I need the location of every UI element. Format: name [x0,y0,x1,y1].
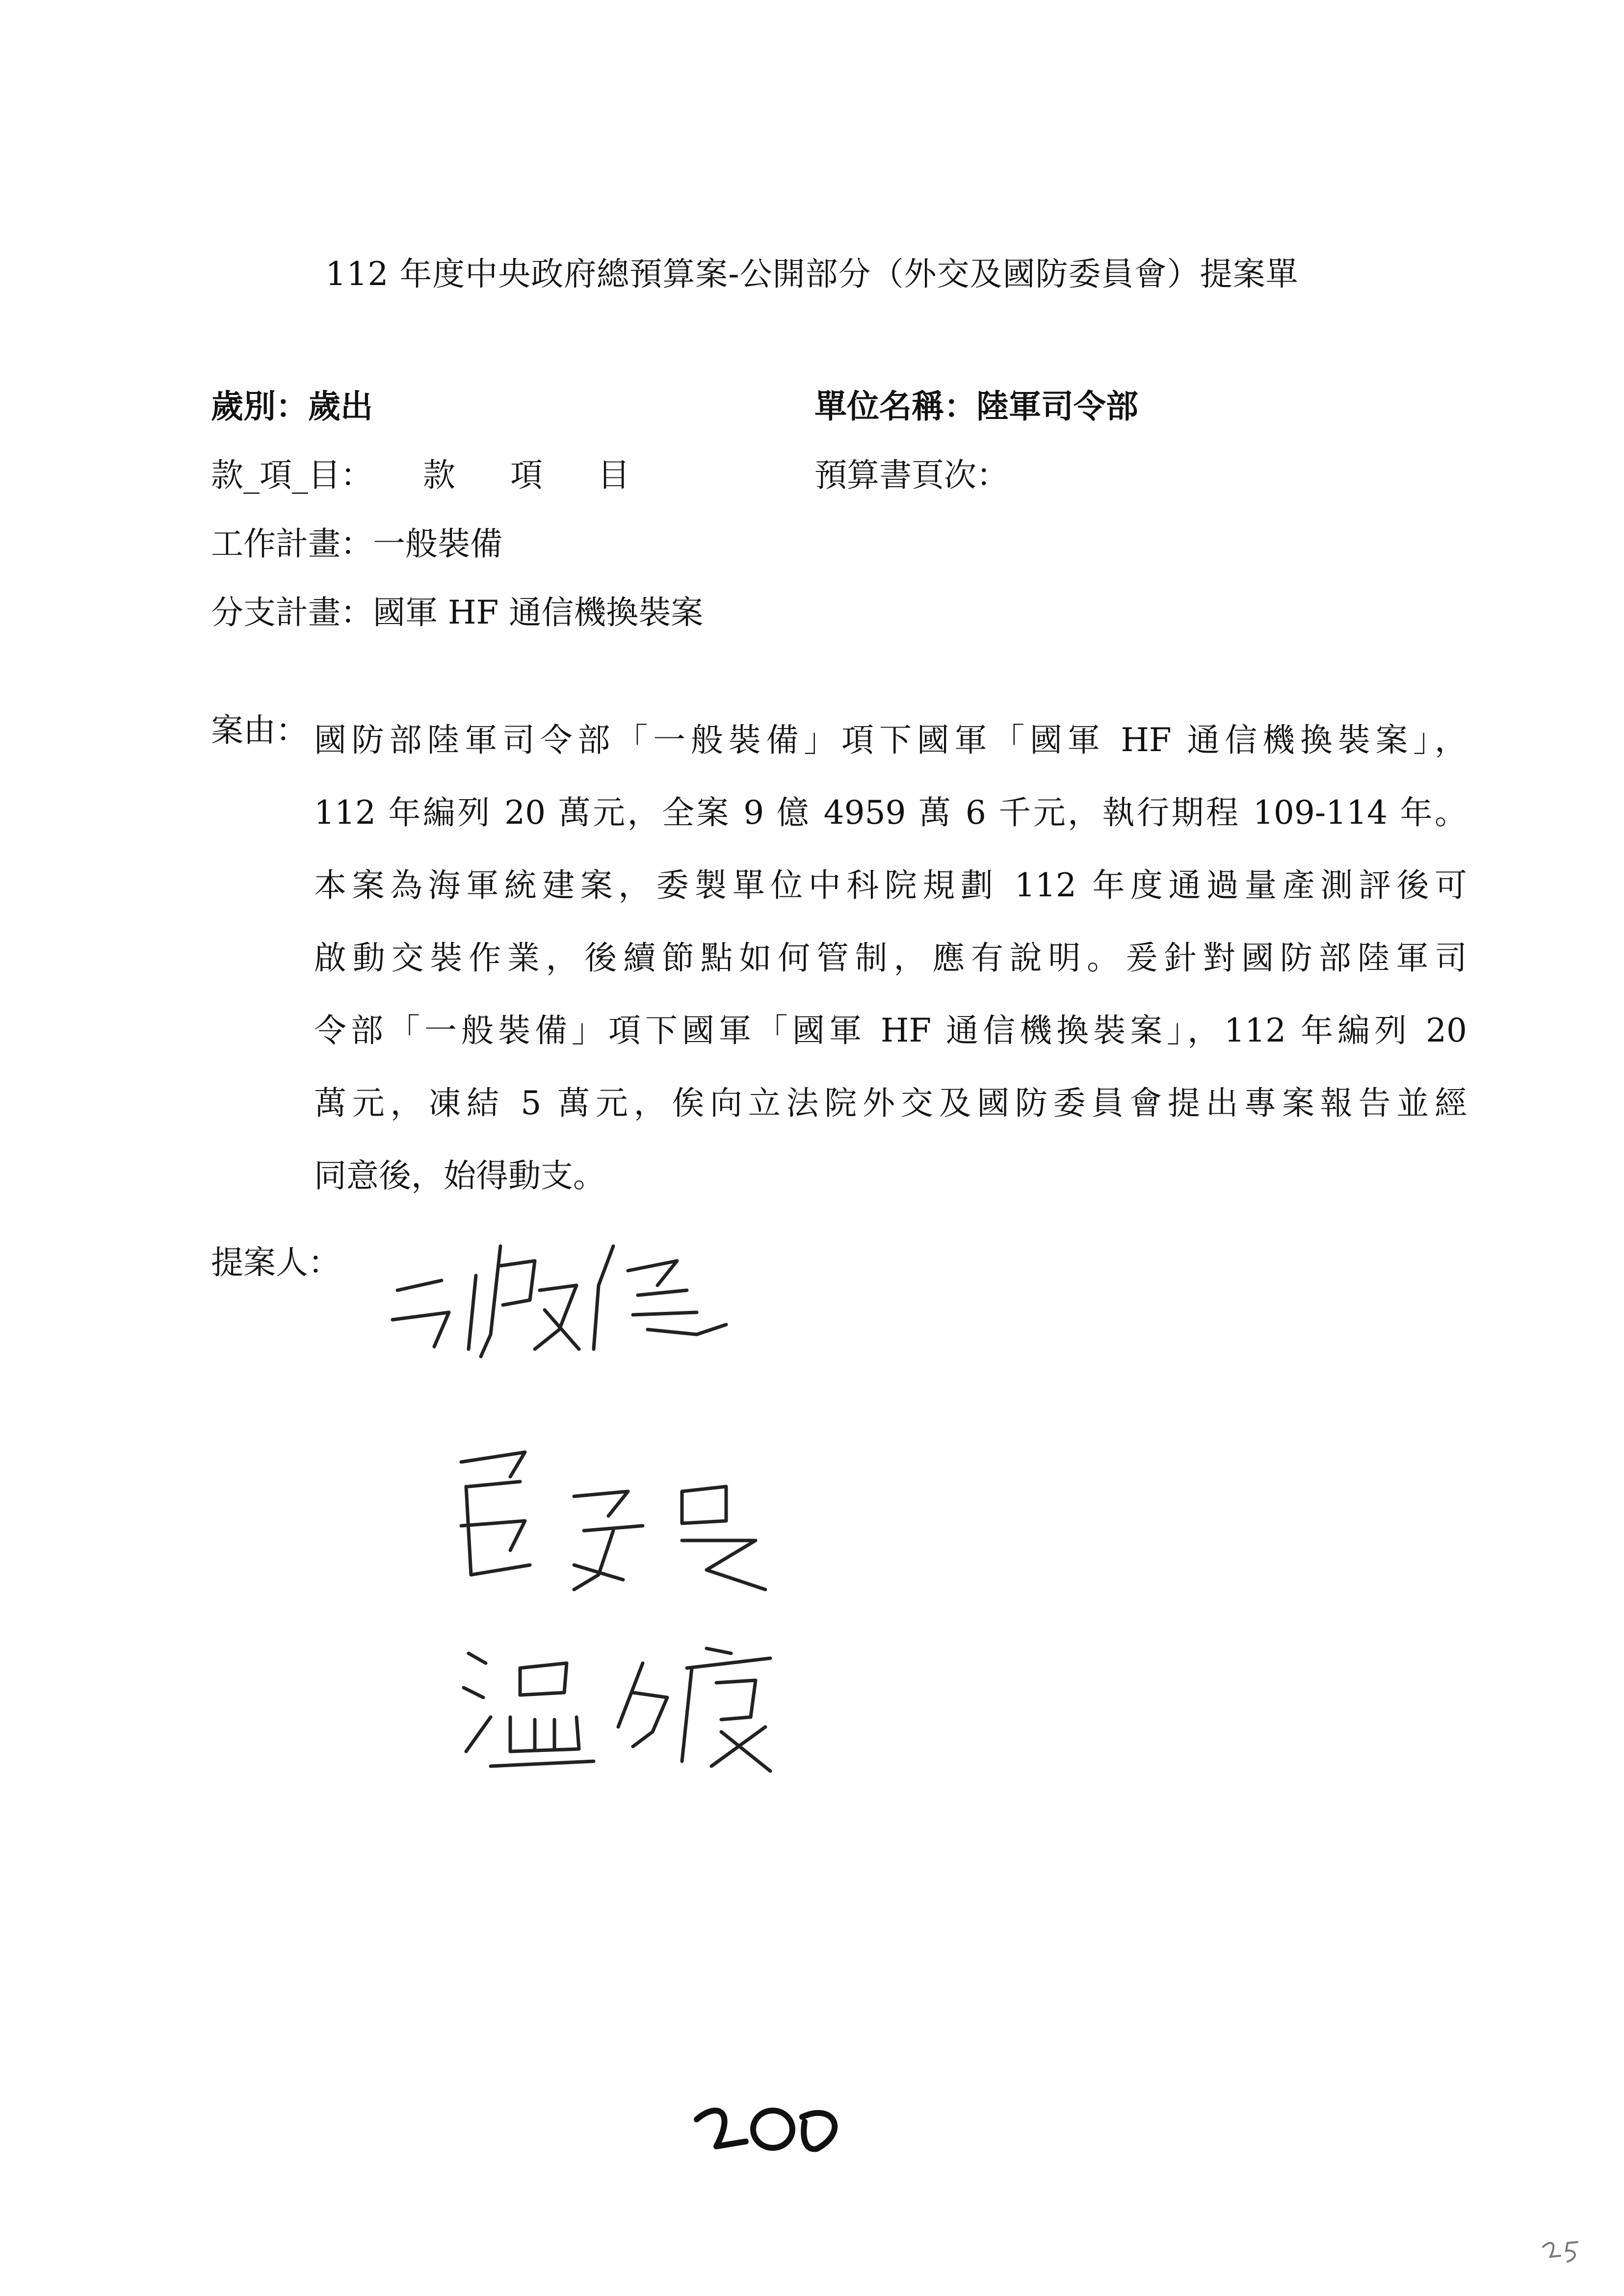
category-field [211,380,373,427]
reason-line: 令部「一般裝備」項下國軍「國軍 HF 通信機換裝案」，112 年編列 20 [314,1012,1467,1049]
category-label: 歲別： [211,387,308,425]
item-field [211,449,630,496]
reason-line: 同意後，始得動支。 [314,1157,605,1195]
unit-field [814,380,1138,427]
work-plan-value: 一般裝備 [373,525,502,563]
reason-line: 本案為海軍統建案，委製單位中科院規劃 112 年度通過量產測評後可 [314,866,1467,904]
document-title: 112 年度中央政府總預算案-公開部分（外交及國防委員會）提案單 [325,255,1299,293]
reason-section [211,704,1467,1212]
item-value-mu: 目 [597,456,630,494]
handwritten-signature-3 [456,1634,800,1781]
branch-plan-value: 國軍 HF 通信機換裝案 [373,594,704,631]
reason-line: 啟動交裝作業，後續節點如何管制，應有說明。爰針對國防部陸軍司 [314,939,1467,977]
handwritten-signature-1 [383,1217,765,1364]
reason-line: 萬元，凍結 5 萬元，俟向立法院外交及國防委員會提出專案報告並經 [314,1084,1467,1122]
reason-line: 國防部陸軍司令部「一般裝備」項下國軍「國軍 HF 通信機換裝案」， [314,721,1467,759]
unit-label: 單位名稱： [814,387,976,425]
reason-body [314,704,1467,1212]
page-label: 預算書頁次： [814,456,1009,494]
item-value-kuan: 款 [422,456,455,494]
work-plan-label: 工作計畫： [211,525,373,563]
corner-page-mark [1541,2237,1585,2267]
category-value: 歲出 [308,387,373,425]
work-plan-field [211,518,502,564]
branch-plan-field [211,586,703,633]
proposer-label: 提案人： [211,1244,341,1281]
item-label: 款_項_目： [211,456,373,494]
handwritten-page-number [687,2092,849,2161]
unit-value: 陸軍司令部 [976,387,1138,425]
handwritten-signature-2 [451,1442,805,1619]
branch-plan-label: 分支計畫： [211,594,373,631]
page-field [814,449,1009,496]
reason-line: 112 年編列 20 萬元，全案 9 億 4959 萬 6 千元，執行期程 109-114 年。 [314,794,1467,832]
item-value-xiang: 項 [510,456,543,494]
reason-label: 案由： [211,711,308,749]
